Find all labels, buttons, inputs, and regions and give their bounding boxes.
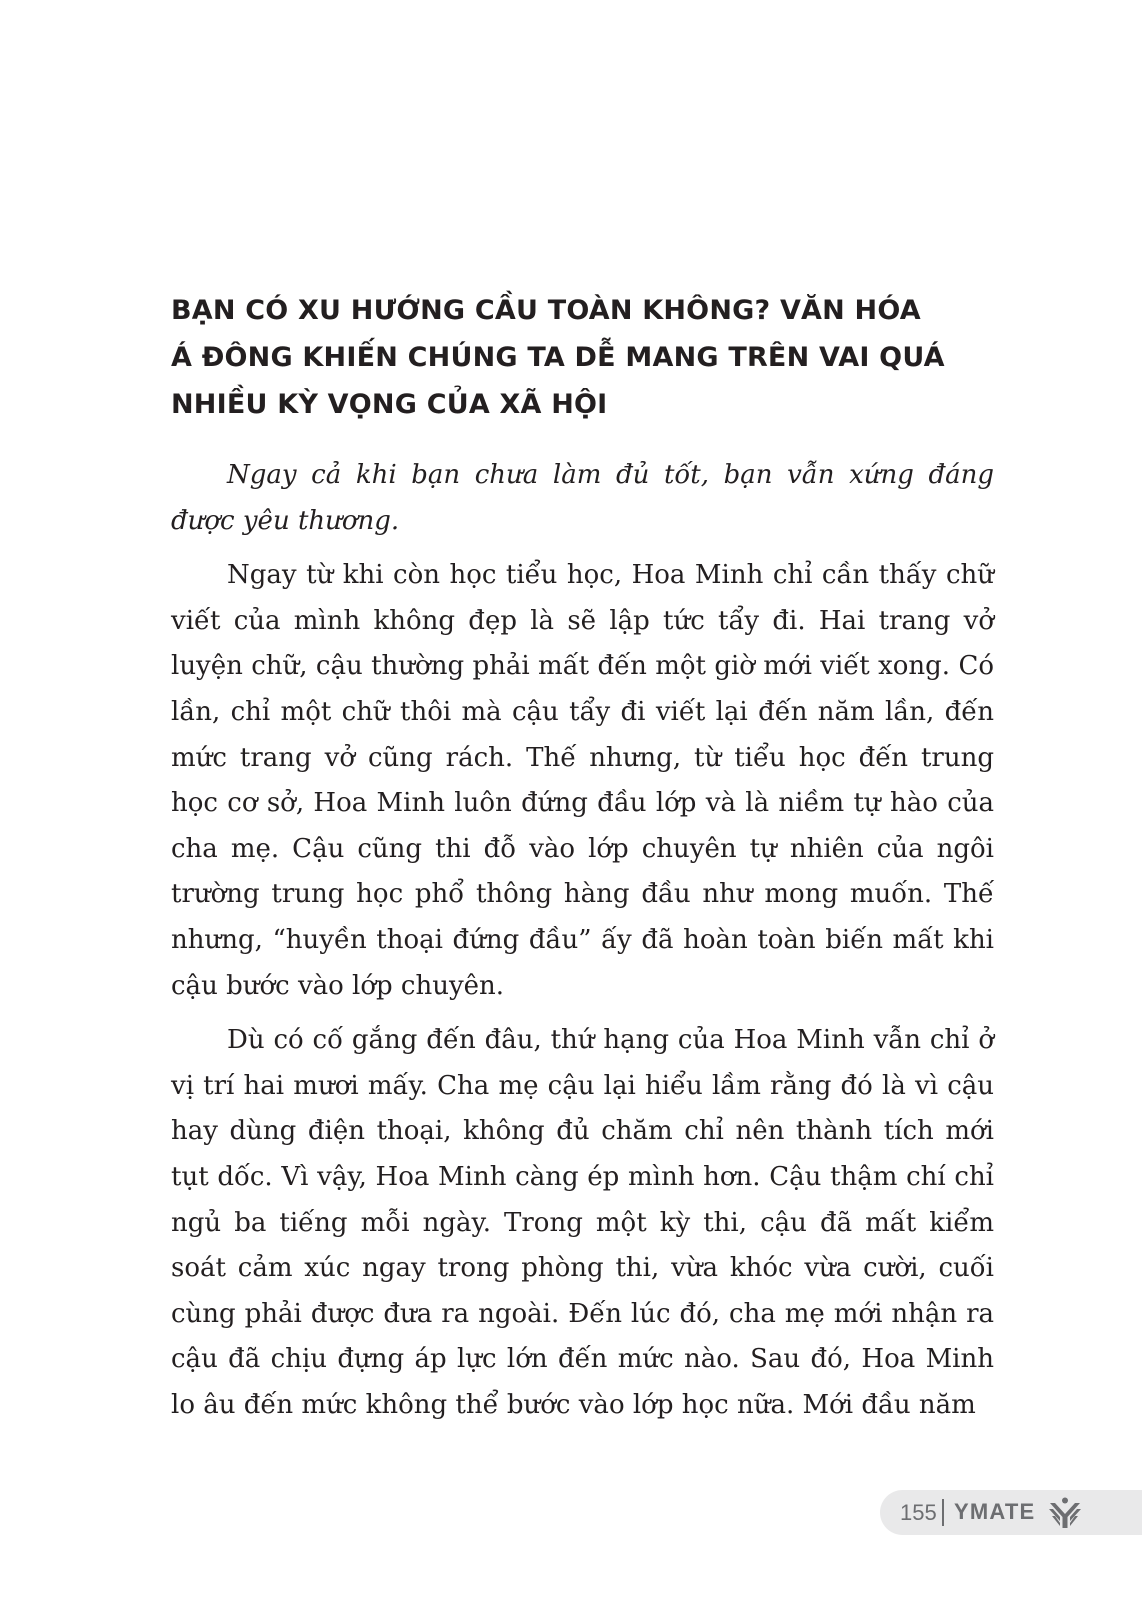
paragraph-2: Dù có cố gắng đến đâu, thứ hạng của Hoa Minh vẫn chỉ ở vị trí hai mươi mấy. Cha mẹ cậu lại hiểu lầm rằng đó là vì cậu hay dùng điện thoại, không đủ chăm chỉ nên thành tích mới tụt dốc. Vì vậy, Hoa Minh càng ép mình hơn. Cậu thậm chí chỉ ngủ ba tiếng mỗi ngày. Trong một kỳ thi, cậu đã mất kiểm soát cảm xúc ngay trong phòng thi, vừa khóc vừa cười, cuối cùng phải được đưa ra ngoài. Đến lúc đó, cha mẹ mới nhận ra cậu đã chịu đựng áp lực lớn đến mức nào. Sau đó, Hoa Minh lo âu đến mức không thể bước vào lớp học nữa. Mới đầu năm <box>171 1025 994 1420</box>
brand-name: YMATE <box>954 1499 1036 1524</box>
heading-line-1: BẠN CÓ XU HƯỚNG CẦU TOÀN KHÔNG? VĂN HÓA <box>171 295 921 326</box>
heading-line-3: NHIỀU KỲ VỌNG CỦA XÃ HỘI <box>171 389 608 420</box>
epigraph: Ngay cả khi bạn chưa làm đủ tốt, bạn vẫn xứng đáng được yêu thương. <box>171 460 994 536</box>
heading-line-2: Á ĐÔNG KHIẾN CHÚNG TA DỄ MANG TRÊN VAI QUÁ <box>171 342 945 373</box>
page-number: 155 <box>900 1500 937 1525</box>
paragraph-1: Ngay từ khi còn học tiểu học, Hoa Minh chỉ cần thấy chữ viết của mình không đẹp là sẽ lập tức tẩy đi. Hai trang vở luyện chữ, cậu thường phải mất đến một giờ mới viết xong. Có lần, chỉ một chữ thôi mà cậu tẩy đi viết lại đến năm lần, đến mức trang vở cũng rách. Thế nhưng, từ tiểu học đến trung học cơ sở, Hoa Minh luôn đứng đầu lớp và là niềm tự hào của cha mẹ. Cậu cũng thi đỗ vào lớp chuyên tự nhiên của ngôi trường trung học phổ thông hàng đầu như mong muốn. Thế nhưng, “huyền thoại đứng đầu” ấy đã hoàn toàn biến mất khi cậu bước vào lớp chuyên. <box>171 560 994 1001</box>
body-text <box>171 453 994 1437</box>
footer-divider <box>942 1499 944 1526</box>
section-heading <box>171 287 991 428</box>
page-footer-tab <box>880 1490 1142 1535</box>
ymate-logo-icon <box>1048 1497 1082 1529</box>
